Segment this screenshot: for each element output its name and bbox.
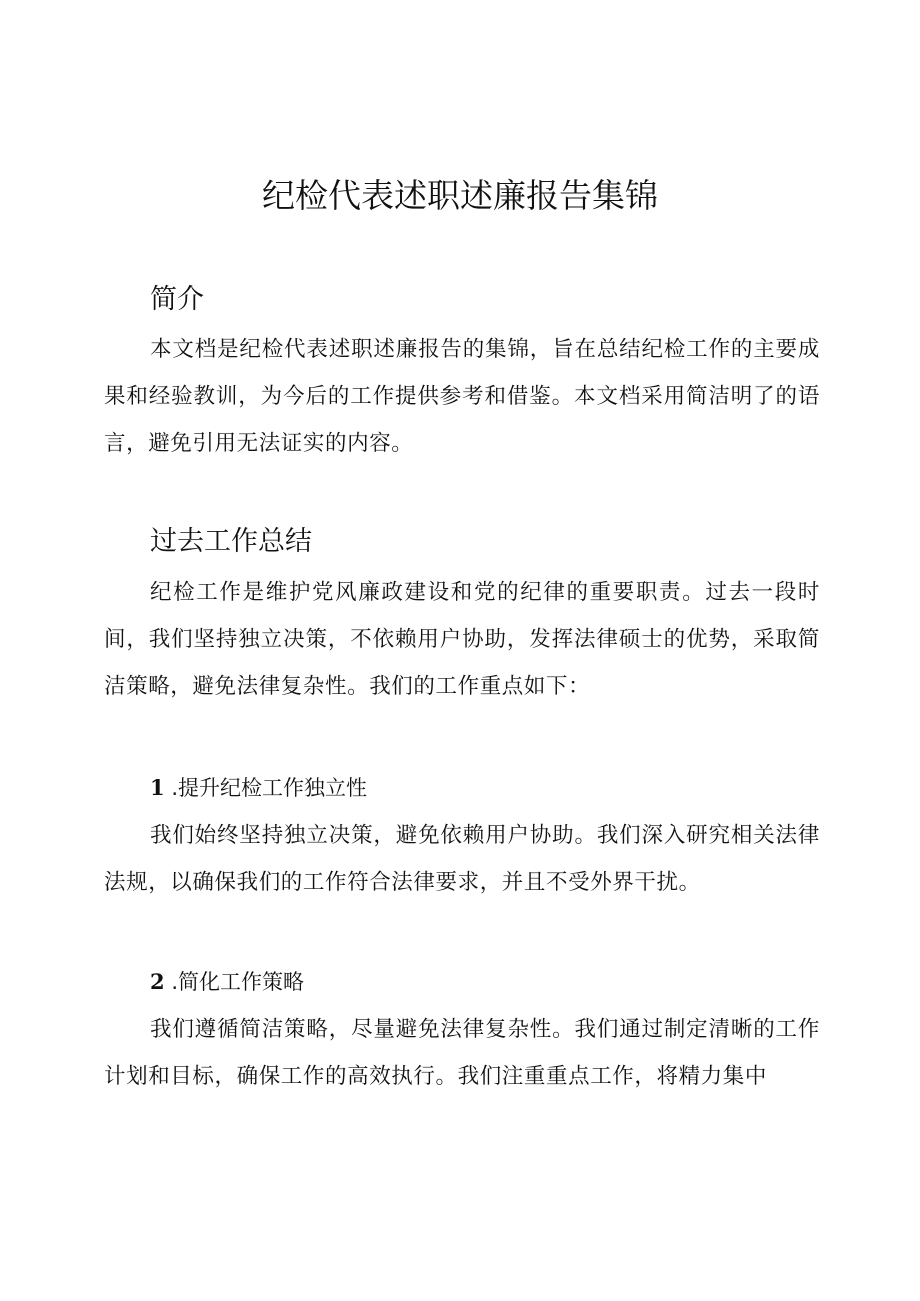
section-heading-summary: 过去工作总结 <box>150 526 312 557</box>
section-paragraph-summary: 纪检工作是维护党风廉政建设和党的纪律的重要职责。过去一段时间，我们坚持独立决策，不依赖用户协助，发挥法律硕士的优势，采取简洁策略，避免法律复杂性。我们的工作重点如下： <box>104 580 820 699</box>
subsection-title-2: .简化工作策略 <box>171 970 304 994</box>
subsection-heading-1 <box>150 772 367 804</box>
subsection-paragraph-2: 我们遵循简洁策略，尽量避免法律复杂性。我们通过制定清晰的工作计划和目标，确保工作的高效执行。我们注重重点工作，将精力集中 <box>104 1017 820 1089</box>
subsection-heading-2 <box>150 966 304 998</box>
document-title: 纪检代表述职述廉报告集锦 <box>262 176 658 215</box>
section-paragraph-intro: 本文档是纪检代表述职述廉报告的集锦，旨在总结纪检工作的主要成果和经验教训，为今后的工作提供参考和借鉴。本文档采用简洁明了的语言，避免引用无法证实的内容。 <box>104 337 820 456</box>
subsection-number-2: 2 <box>150 969 165 994</box>
subsection-title-1: .提升纪检工作独立性 <box>171 776 367 800</box>
section-heading-intro: 简介 <box>150 284 204 315</box>
subsection-number-1: 1 <box>150 775 165 800</box>
subsection-paragraph-1: 我们始终坚持独立决策，避免依赖用户协助。我们深入研究相关法律法规，以确保我们的工作符合法律要求，并且不受外界干扰。 <box>104 823 820 895</box>
